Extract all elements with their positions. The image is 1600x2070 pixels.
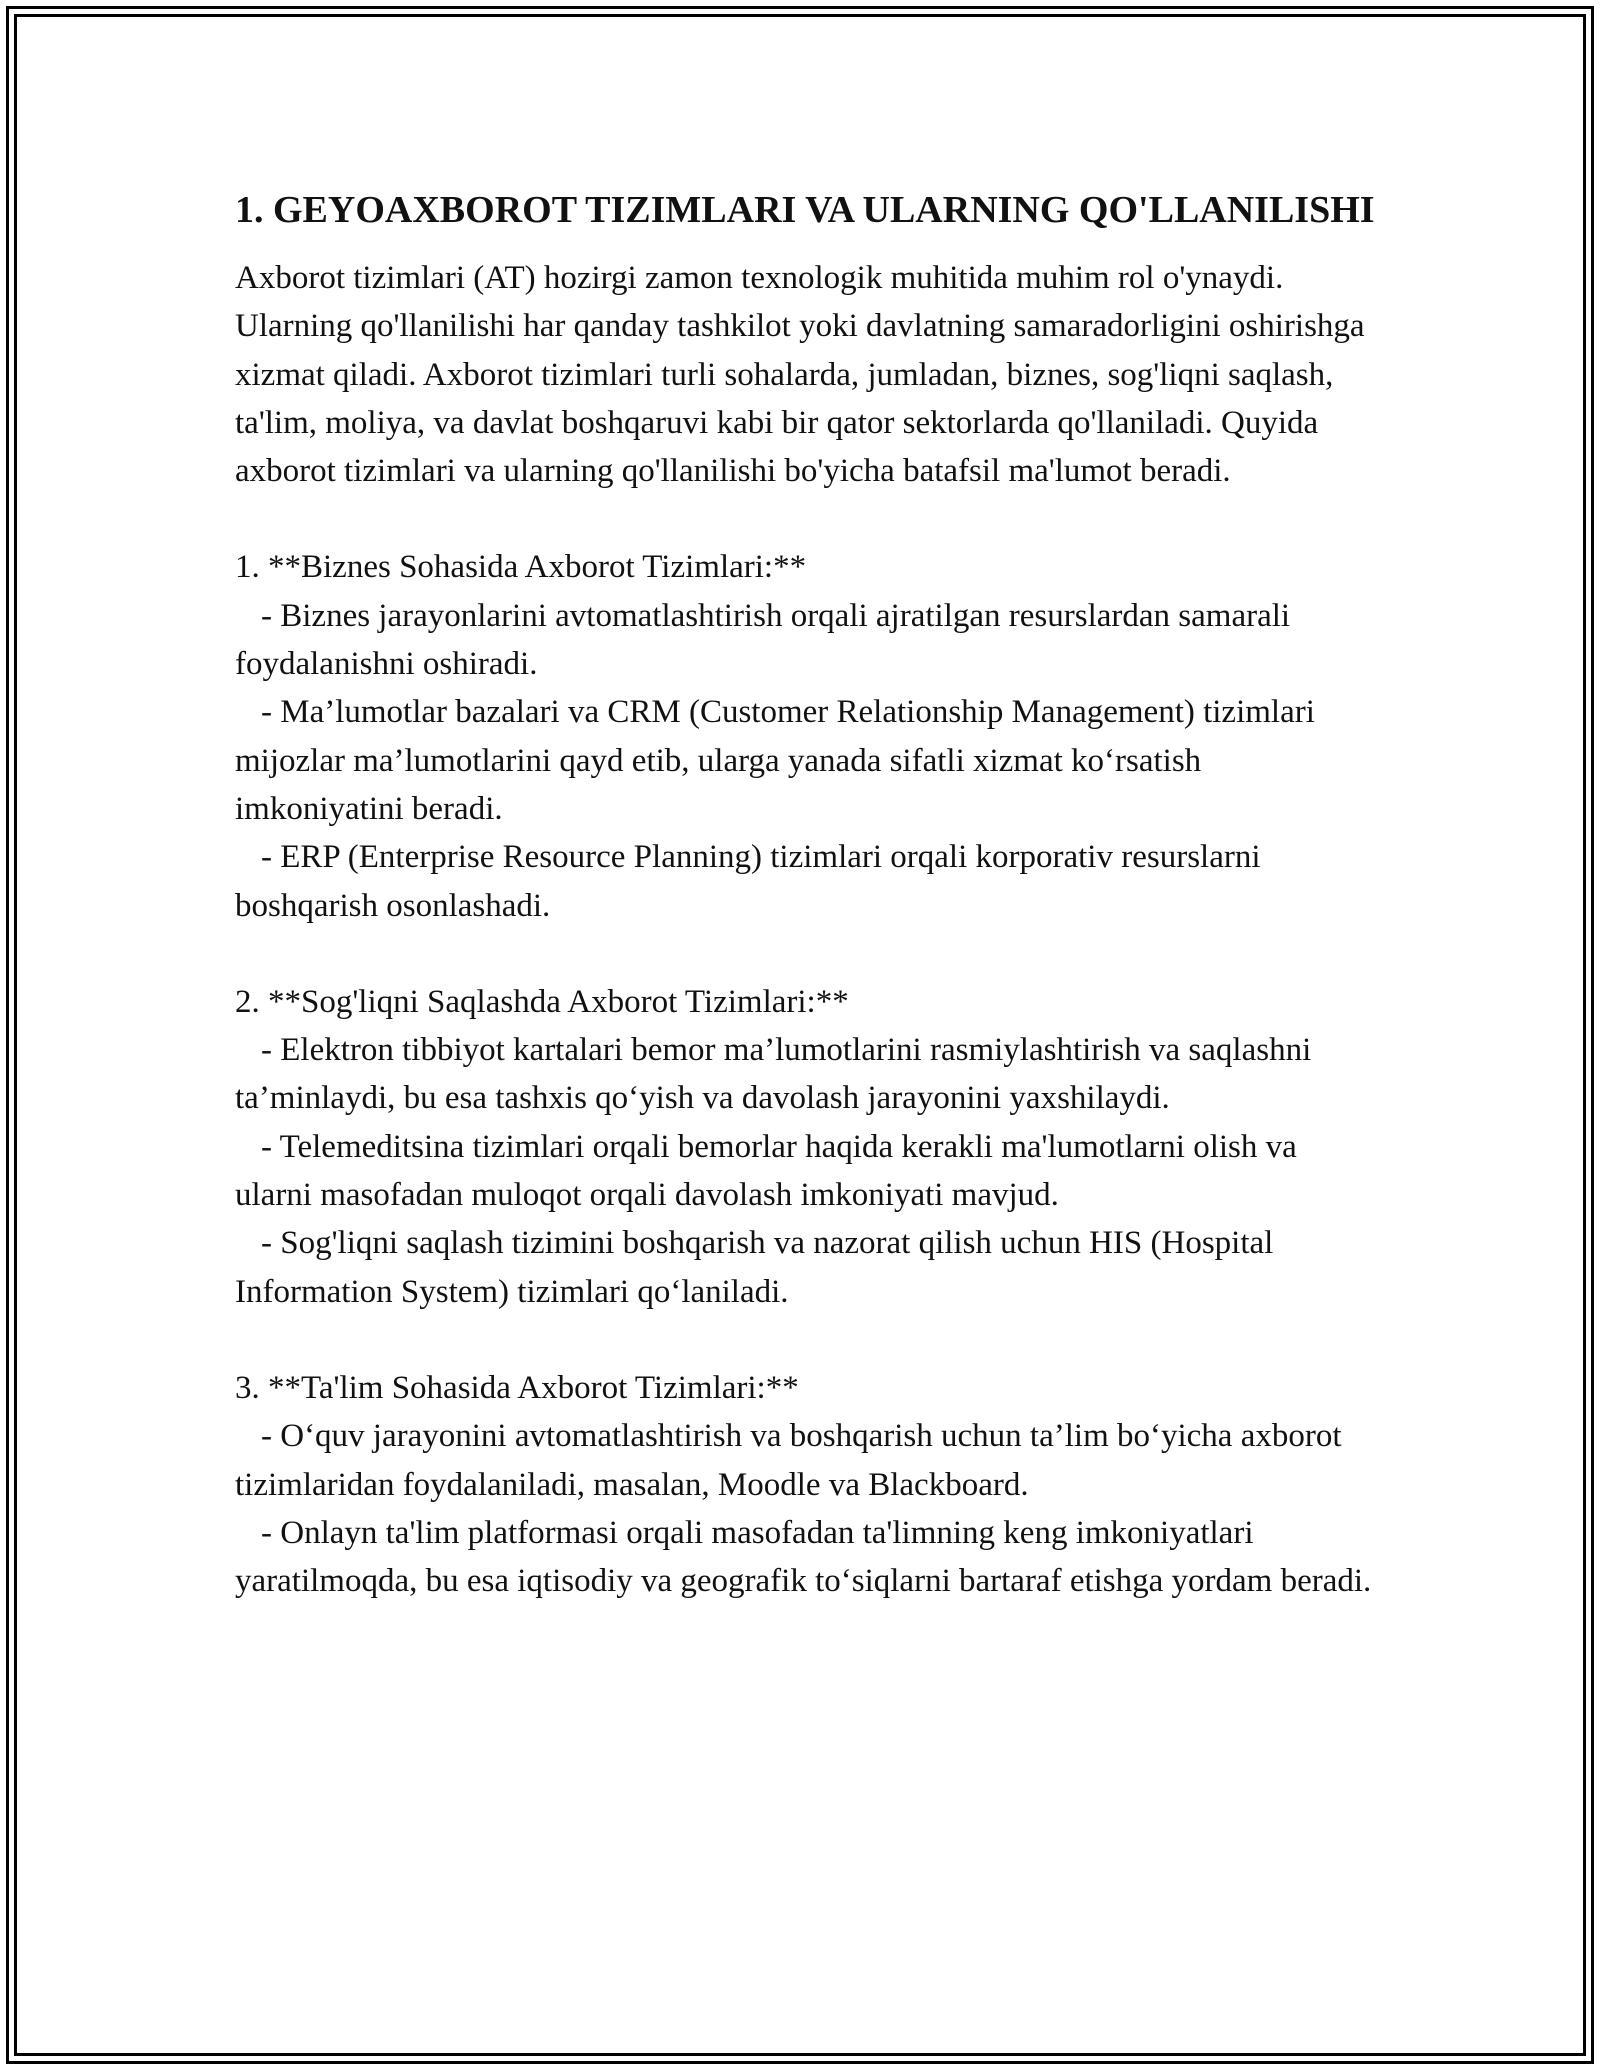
list-item: - O‘quv jarayonini avtomatlashtirish va boshqarish uchun ta’lim bo‘yicha axborot tizimlaridan foydalaniladi, masalan, Moodle va Blackboard.: [235, 1418, 1342, 1503]
intro-paragraph: Axborot tizimlari (AT) hozirgi zamon texnologik muhitida muhim rol o'ynaydi. Ularning qo'llanilishi har qanday tashkilot yoki davlatning samaradorligini oshirishga xizmat qiladi. Axborot tizimlari turli sohalarda, jumladan, biznes, sog'liqni saqlash, ta'lim, moliya, va davlat boshqaruvi kabi bir qator sektorlarda qo'llaniladi. Quyida axborot tizimlari va ularning qo'llanilishi bo'yicha batafsil ma'lumot beradi.: [235, 260, 1365, 490]
list-item: - Sog'liqni saqlash tizimini boshqarish va nazorat qilish uchun HIS (Hospital Information System) tizimlari qo‘laniladi.: [235, 1225, 1274, 1310]
list-item: - Ma’lumotlar bazalari va CRM (Customer Relationship Management) tizimlari mijozlar ma’lumotlarini qayd etib, ularga yanada sifatli xizmat ko‘rsatish imkoniyatini beradi.: [235, 694, 1315, 827]
list-item: - Telemeditsina tizimlari orqali bemorlar haqida kerakli ma'lumotlarni olish va ularni masofadan muloqot orqali davolash imkoniyati mavjud.: [235, 1128, 1297, 1214]
list-item: - Biznes jarayonlarini avtomatlashtirish orqali ajratilgan resurslardan samarali foydalanishni oshiradi.: [235, 597, 1291, 683]
list-item: - Onlayn ta'lim platformasi orqali masofadan ta'limning keng imkoniyatlari yaratilmoqda, bu esa iqtisodiy va geografik to‘siqlarni bartaraf etishga yordam beradi.: [235, 1514, 1372, 1600]
document-body: [235, 186, 1375, 1605]
section-heading: 1. **Biznes Sohasida Axborot Tizimlari:**: [235, 549, 807, 586]
document-title: 1. GEYOAXBOROT TIZIMLARI VA ULARNING QO'LLANILISHI: [235, 189, 1375, 231]
list-item: - Elektron tibbiyot kartalari bemor ma’lumotlarini rasmiylashtirish va saqlashni ta’minlaydi, bu esa tashxis qo‘yish va davolash jarayonini yaxshilaydi.: [235, 1032, 1312, 1117]
section-healthcare: [235, 978, 1375, 1316]
section-business: [235, 543, 1375, 929]
section-heading: 3. **Ta'lim Sohasida Axborot Tizimlari:**: [235, 1369, 799, 1406]
list-item: - ERP (Enterprise Resource Planning) tizimlari orqali korporativ resurslarni boshqarish osonlashadi.: [235, 839, 1261, 924]
section-heading: 2. **Sog'liqni Saqlashda Axborot Tizimlari:**: [235, 983, 849, 1020]
section-education: [235, 1364, 1375, 1605]
